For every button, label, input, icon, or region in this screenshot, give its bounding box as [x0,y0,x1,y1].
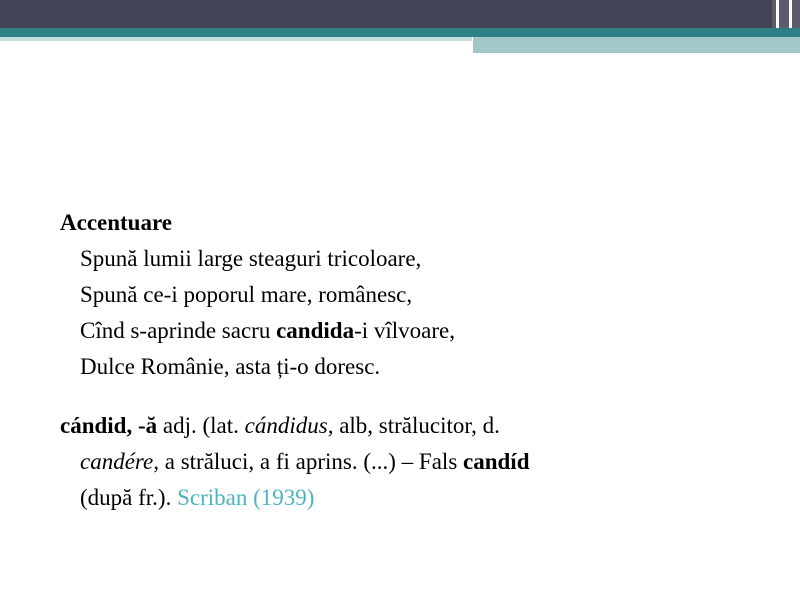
definition-text-2: alb, strălucitor, d. [333,413,500,438]
definition-false-form: candíd [463,449,530,474]
top-decoration-band [0,0,800,28]
decorative-divider-1 [776,0,779,28]
poem-line-4: Dulce Românie, asta ți-o doresc. [80,354,381,379]
definition-text-4: (după fr.). [80,485,178,510]
poem-highlight-word: candida [276,318,355,343]
slide-heading: Accentuare [60,210,172,235]
poem-line-3-start: Cînd s-aprinde sacru [80,318,277,343]
light-accent-bar-right [473,37,800,53]
poem-block [80,241,760,385]
poem-line-3 [80,313,760,349]
definition-line-3 [60,480,760,516]
poem-line-2: Spună ce-i poporul mare, românesc, [80,282,413,307]
slide-content [60,205,760,516]
definition-latin-word: cándidus, [244,413,334,438]
poem-line-1: Spună lumii large steaguri tricoloare, [80,246,422,271]
definition-verb: candére, [80,449,159,474]
definition-line-1 [60,408,760,444]
definition-headword: cándid, -ă [60,413,158,438]
dictionary-definition [60,408,760,516]
definition-text-3: a străluci, a fi aprins. (...) – Fals [158,449,464,474]
teal-accent-bar [0,28,800,37]
decorative-divider-2 [789,0,792,28]
light-accent-bar-left [0,37,472,41]
definition-source: Scriban (1939) [177,485,315,510]
definition-line-2 [60,444,760,480]
poem-line-3-end: -i vîlvoare, [354,318,455,343]
definition-text-1: adj. (lat. [157,413,245,438]
